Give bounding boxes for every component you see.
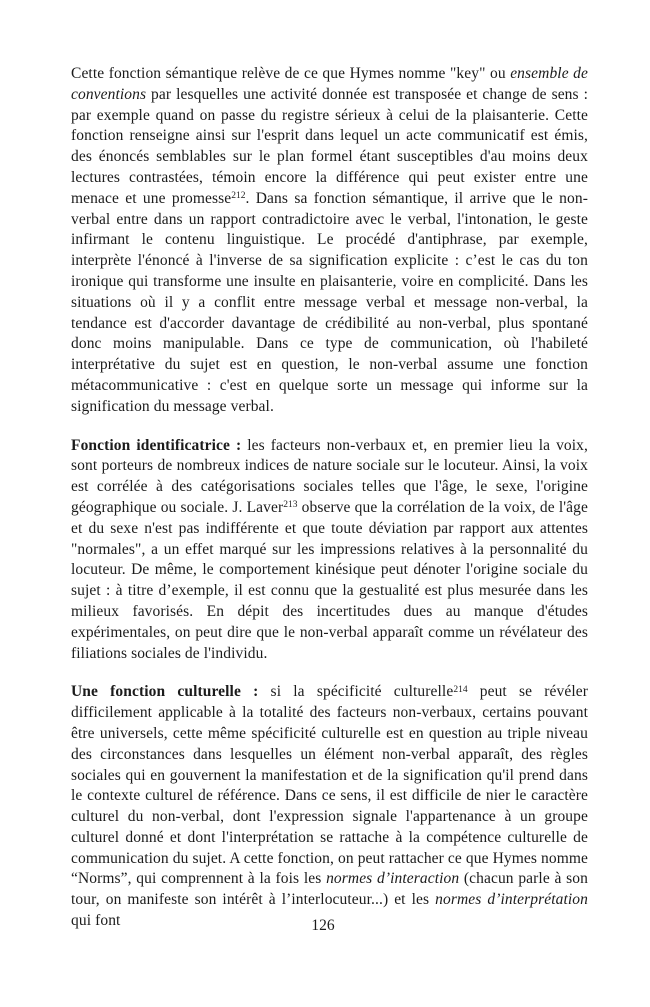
- text-run: par lesquelles une activité donnée est transposée et change de sens : par exemple quand on passe du registre sérieux à celui de la plaisanterie. Cette fonction renseigne ainsi sur l'esprit dans lequel un acte communicatif est émis, des énoncés semblables sur le plan formel étant susceptibles d'au moins deux lectures contrastées, témoin encore la différence qui peut exister entre une menace et une promesse: [71, 85, 588, 207]
- text-run: Fonction identificatrice :: [71, 436, 242, 454]
- text-run: . Dans sa fonction sémantique, il arrive que le non-verbal entre dans un rapport contradictoire avec le verbal, l'intonation, le geste infirmant le contenu linguistique. Le procédé d'antiphrase, par exemple, interprète l'énoncé à l'inverse de sa signification explicite : c’est le cas du ton ironique qui transforme une insulte en plaisanterie, voire en complicité. Dans les situations où il y a conflit entre message verbal et message non-verbal, la tendance est d'accorder davantage de crédibilité au non-verbal, plus spontané donc moins manipulable. Dans ce type de communication, où l'habileté interprétative du sujet est en question, le non-verbal assume une fonction métacommunicative : c'est en quelque sorte un message qui informe sur la signification du message verbal.: [71, 189, 588, 415]
- text-run: si la spécificité culturelle: [258, 683, 454, 701]
- footnote-reference: 212: [231, 191, 246, 202]
- page-number: 126: [311, 917, 335, 934]
- text-run: normes d’interaction: [326, 870, 460, 888]
- paragraph: [71, 682, 588, 932]
- paragraph: [71, 64, 588, 418]
- text-run: qui font: [71, 912, 121, 930]
- text-run: Cette fonction sémantique relève de ce que Hymes nomme "key" ou: [71, 65, 511, 82]
- text-run: ensemble de conventions: [71, 65, 588, 103]
- text-run: les facteurs non-verbaux et, en premier lieu la voix, sont porteurs de nombreux indices de nature sociale sur le locuteur. Ainsi, la voix est corrélée à des catégorisations sociales telles que l'âge, le sexe, l'origine géographique ou sociale. J. Laver: [71, 436, 589, 516]
- footnote-reference: 213: [283, 500, 298, 511]
- footnote-reference: 214: [453, 684, 468, 695]
- text-block: [71, 64, 588, 932]
- paragraph: [71, 436, 588, 665]
- text-run: (chacun parle à son tour, on manifeste son intérêt à l’interlocuteur...) et les: [71, 870, 588, 909]
- text-run: observe que la corrélation de la voix, de l'âge et du sexe n'est pas indifférente et que toute déviation par rapport aux attentes "normales", a un effet marqué sur les impressions relatives à la personnalité du locuteur. De même, le comportement kinésique peut dénoter l'origine sociale du sujet : à titre d’exemple, il est connu que la gestualité est plus mesurée dans les milieux favorisés. En dépit des incertitudes dues au manque d'études expérimentales, on peut dire que le non-verbal apparaît comme un révélateur des filiations sociales de l'individu.: [71, 498, 588, 662]
- text-run: Une fonction culturelle :: [71, 683, 259, 701]
- text-run: peut se révéler difficilement applicable à la totalité des facteurs non-verbaux, certains pouvant être universels, cette même spécificité culturelle est en question au triple niveau des circonstances dans lesquelles un élément non-verbal apparaît, des règles sociales qui en gouvernent la manifestation et de la signification qu'il prend dans le contexte culturel de référence. Dans ce sens, il est difficile de nier le caractère culturel du non-verbal, dont l'expression signale l'appartenance à un groupe culturel donné et dont l'interprétation se rattache à la compétence culturelle de communication du sujet. A cette fonction, on peut rattacher ce que Hymes nomme “Norms”, qui comprennent à la fois les: [71, 683, 589, 888]
- text-run: normes d’interprétation: [435, 891, 588, 909]
